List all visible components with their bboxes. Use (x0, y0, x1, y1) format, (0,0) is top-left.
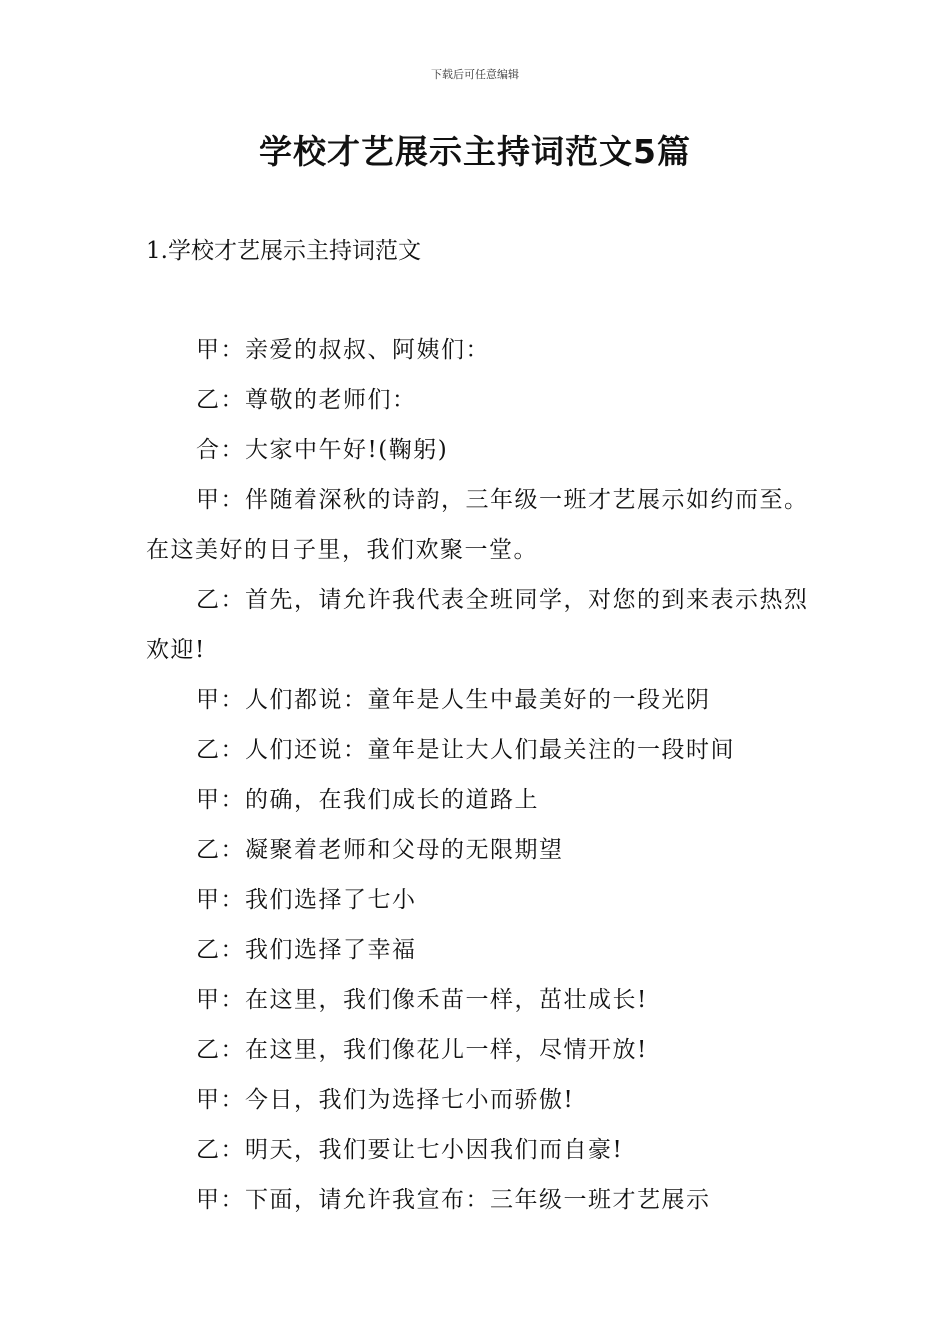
paragraph: 甲：今日，我们为选择七小而骄傲! (196, 1087, 575, 1113)
paragraph: 甲：亲爱的叔叔、阿姨们： (196, 337, 490, 363)
paragraph: 甲：人们都说：童年是人生中最美好的一段光阴 (196, 687, 711, 713)
paragraph: 乙：人们还说：童年是让大人们最关注的一段时间 (196, 737, 735, 763)
paragraph: 乙：明天，我们要让七小因我们而自豪! (196, 1137, 624, 1163)
document-title: 学校才艺展示主持词范文5篇 (259, 132, 691, 171)
body-text (146, 325, 810, 1225)
paragraph: 甲：下面，请允许我宣布：三年级一班才艺展示 (196, 1187, 711, 1213)
paragraph: 乙：凝聚着老师和父母的无限期望 (196, 837, 564, 863)
paragraph: 甲：在这里，我们像禾苗一样，茁壮成长! (196, 987, 648, 1013)
paragraph: 乙：首先，请允许我代表全班同学，对您的到来表示热烈欢迎! (146, 587, 809, 663)
header-note: 下载后可任意编辑 (431, 68, 519, 81)
section-heading: 1.学校才艺展示主持词范文 (146, 238, 421, 264)
paragraph: 甲：伴随着深秋的诗韵，三年级一班才艺展示如约而至。在这美好的日子里，我们欢聚一堂。 (146, 487, 809, 563)
paragraph: 乙：在这里，我们像花儿一样，尽情开放! (196, 1037, 648, 1063)
paragraph: 合：大家中午好!(鞠躬) (196, 437, 449, 463)
paragraph: 甲：的确，在我们成长的道路上 (196, 787, 539, 813)
paragraph: 乙：我们选择了幸福 (196, 937, 417, 963)
paragraph: 乙：尊敬的老师们： (196, 387, 417, 413)
paragraph: 甲：我们选择了七小 (196, 887, 417, 913)
